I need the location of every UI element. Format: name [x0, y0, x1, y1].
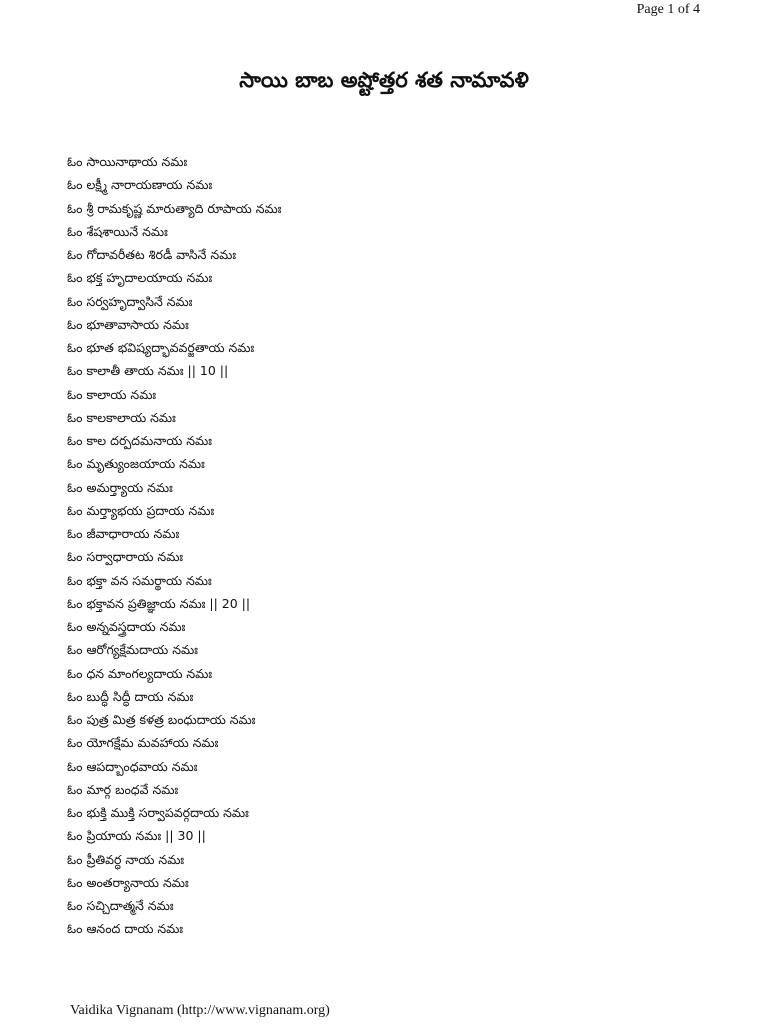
name-line: ఓం కాలాయ నమః	[67, 386, 157, 402]
name-line: ఓం గోదావరీతట శిరడీ వాసినే నమః	[67, 247, 237, 262]
name-line: ఓం అంతర్యానాయ నమః	[67, 874, 189, 890]
name-line: ఓం ఆరోగ్యక్షేమదాయ నమః	[67, 642, 198, 658]
name-line: ఓం ప్రియాయ నమః || 30 ||	[67, 828, 206, 844]
name-line: ఓం భుక్తి ముక్తి సర్వాపవర్గదాయ నమః	[67, 805, 249, 820]
footer-source: Vaidika Vignanam (http://www.vignanam.org)	[70, 1003, 330, 1018]
name-line: ఓం ఆనంద దాయ నమః	[67, 921, 184, 937]
name-line: ఓం సచ్చిదాత్మనే నమః	[67, 898, 174, 913]
name-line: ఓం సర్వహృద్వాసినే నమః	[67, 293, 193, 309]
name-line: ఓం భక్తావన ప్రతిజ్ఞాయ నమః || 20 ||	[67, 595, 251, 611]
name-list	[67, 150, 281, 941]
name-line: ఓం కాలాతీ తాయ నమః || 10 ||	[67, 363, 229, 379]
name-line: ఓం భూత భవిష్యద్భావవర్జతాయ నమః	[67, 340, 255, 355]
name-line: ఓం భక్త హృదాలయాయ నమః	[67, 270, 213, 286]
name-line: ఓం లక్ష్మీ నారాయణాయ నమః	[67, 177, 213, 193]
name-line: ఓం పుత్ర మిత్ర కళత్ర బంధుదాయ నమః	[67, 712, 256, 727]
name-line: ఓం భక్తా వన సమర్థాయ నమః	[67, 572, 212, 588]
name-line: ఓం మార్గ బంధవే నమః	[67, 781, 179, 797]
name-line: ఓం సర్వాధారాయ నమః	[67, 549, 184, 565]
page-number: Page 1 of 4	[636, 2, 700, 17]
name-line: ఓం కాల దర్పదమనాయ నమః	[67, 433, 212, 448]
name-line: ఓం కాలకాలాయ నమః	[67, 409, 176, 425]
name-line: ఓం శేషశాయినే నమః	[67, 223, 168, 239]
name-line: ఓం మృత్యుంజయాయ నమః	[67, 456, 205, 472]
name-line: ఓం శ్రీ రామకృష్ణ మారుత్యాది రూపాయ నమః	[67, 200, 282, 216]
name-line: ఓం భూతావాసాయ నమః	[67, 316, 189, 332]
name-line: ఓం బుద్ధీ సిద్ధీ దాయ నమః	[67, 688, 194, 704]
name-line: ఓం ఆపద్బాంధవాయ నమః	[67, 758, 198, 774]
document-title: సాయి బాబ అష్టోత్తర శత నామావళి	[239, 68, 529, 92]
name-line: ఓం అమర్త్యాయ నమః	[67, 479, 173, 495]
name-line: ఓం జీవాధారాయ నమః	[67, 526, 180, 541]
name-line: ఓం సాయినాథాయ నమః	[67, 154, 188, 169]
name-line: ఓం అన్నవస్త్రదాయ నమః	[67, 619, 186, 634]
name-line: ఓం ధన మాంగల్యదాయ నమః	[67, 665, 213, 681]
name-line: ఓం ప్రీతివర్ధ నాయ నమః	[67, 851, 185, 867]
name-line: ఓం యోగక్షేమ మవహాయ నమః	[67, 735, 219, 751]
name-line: ఓం మర్త్యాభయ ప్రదాయ నమః	[67, 502, 215, 518]
